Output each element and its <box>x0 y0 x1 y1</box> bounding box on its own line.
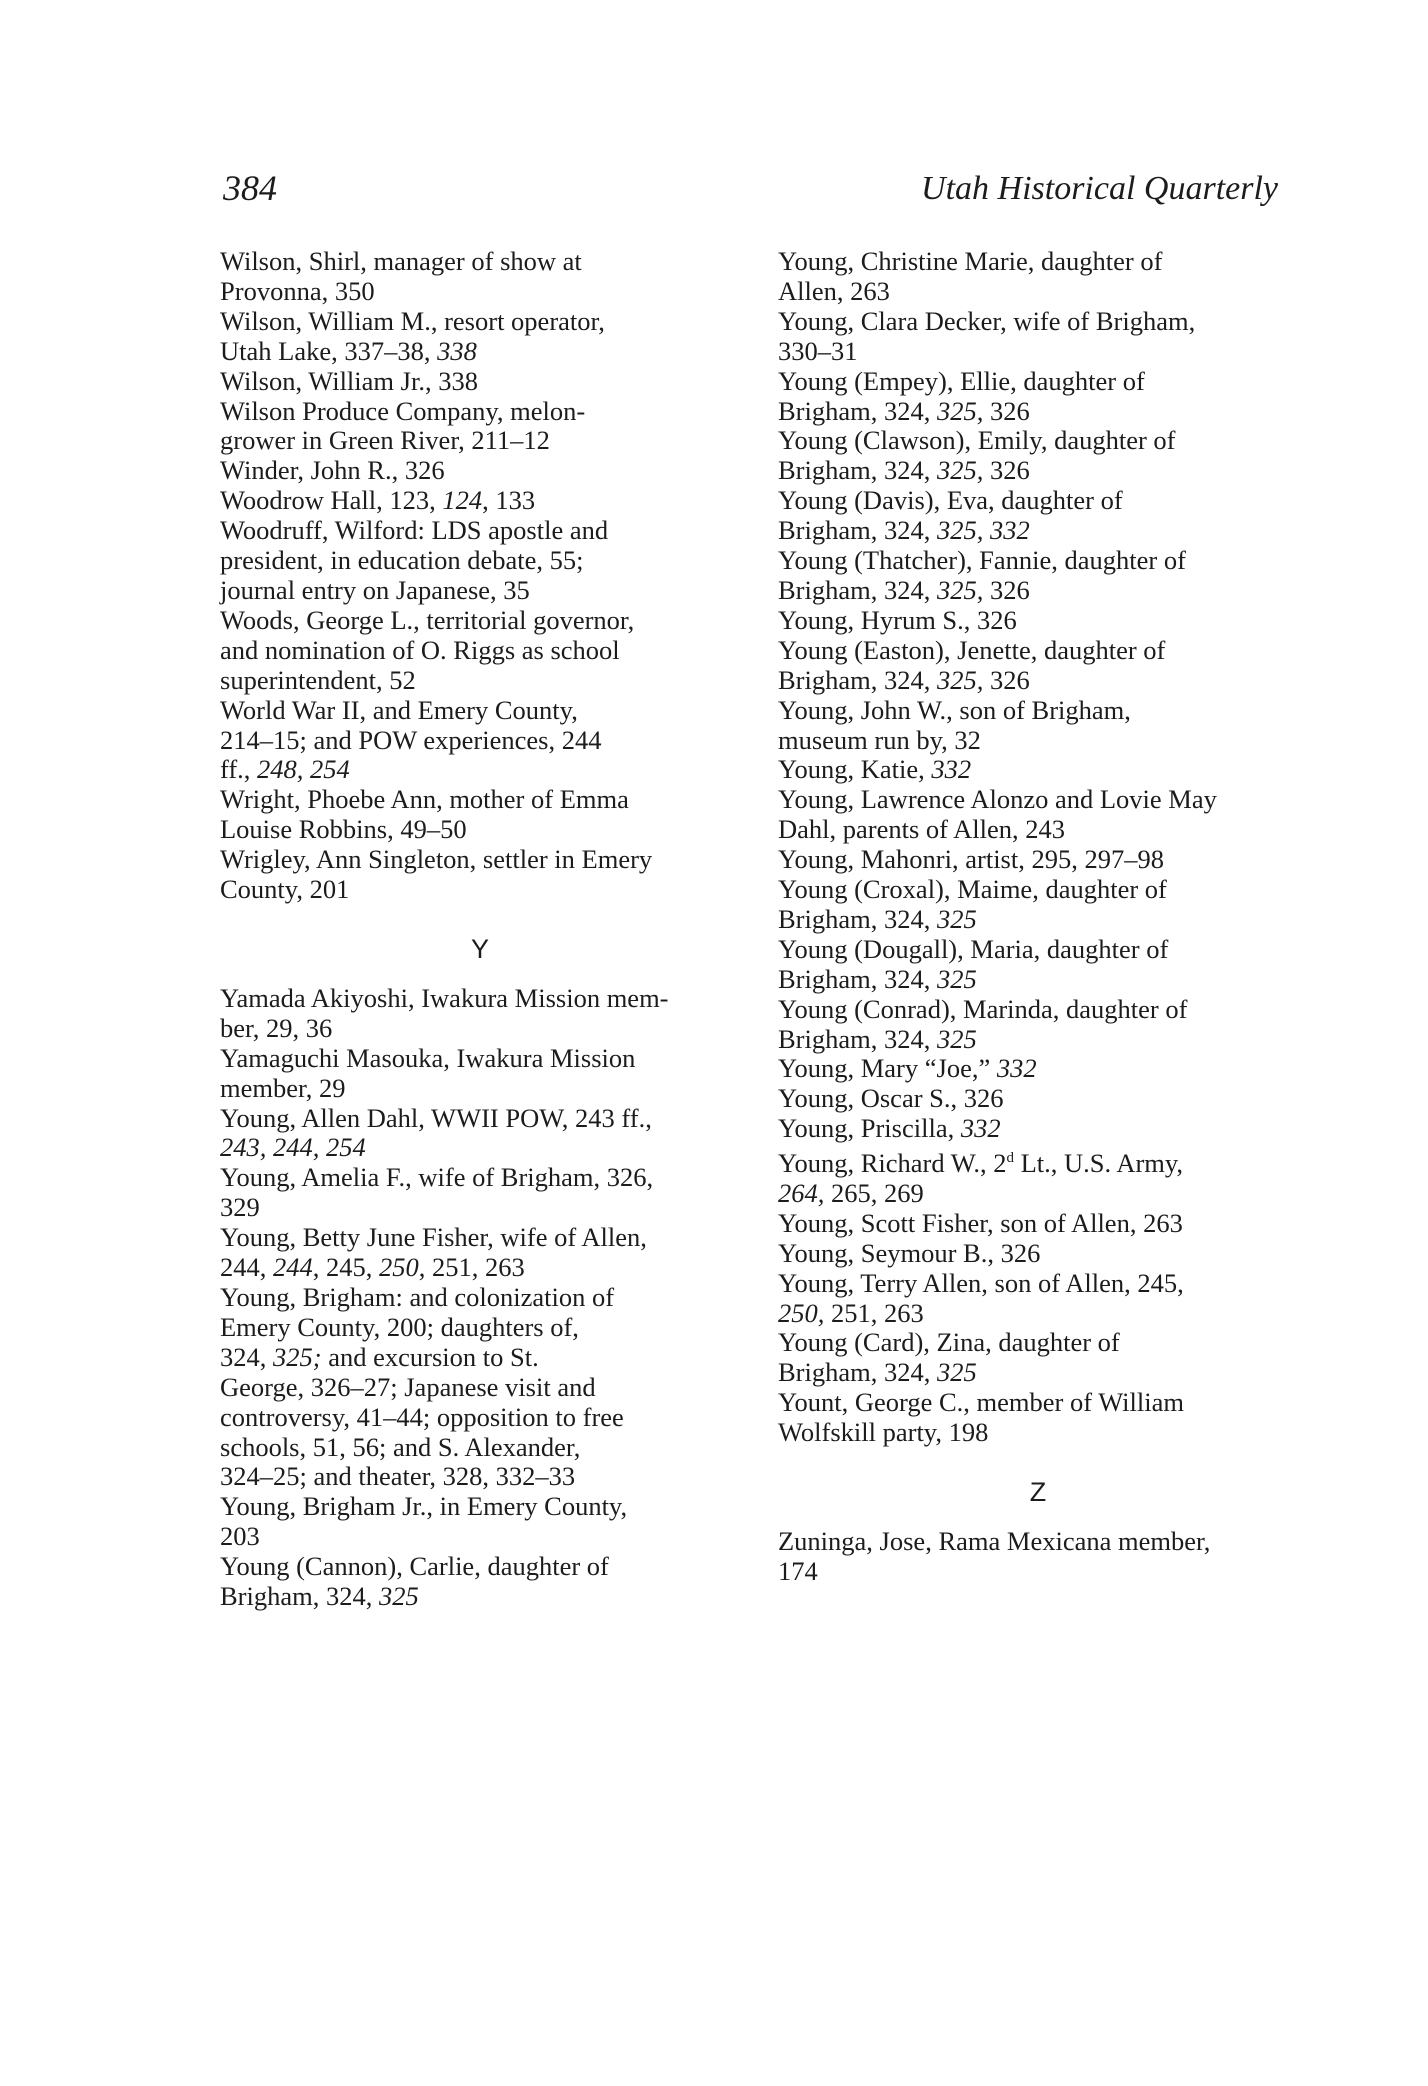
index-entry: Yount, George C., member of William Wolfskill party, 198 <box>778 1387 1184 1448</box>
index-entry: Winder, John R., 326 <box>220 455 445 486</box>
index-entry: Young, Priscilla, 332 <box>778 1113 1001 1144</box>
index-entry: Young, Seymour B., 326 <box>778 1237 1041 1268</box>
index-entry: Young, Brigham Jr., in Emery County, 203 <box>220 1491 628 1552</box>
section-letter-y: Y <box>470 933 489 964</box>
index-entry: Young, Amelia F., wife of Brigham, 326, 329 <box>220 1162 654 1223</box>
index-entry: Young (Croxal), Maime, daughter of Brigham, 324, 325 <box>778 874 1167 934</box>
index-entry: World War II, and Emery County, 214–15; and POW experiences, 244 ff., 248, 254 <box>220 694 602 785</box>
index-entry: Young, Terry Allen, son of Allen, 245, 250, 251, 263 <box>778 1267 1184 1328</box>
index-entry: Young, Mahonri, artist, 295, 297–98 <box>778 844 1164 875</box>
section-letter-z: Z <box>1029 1477 1047 1508</box>
index-entry: Young (Davis), Eva, daughter of Brigham, 324, 325, 332 <box>778 485 1123 546</box>
index-entry: Wright, Phoebe Ann, mother of Emma Louise Robbins, 49–50 <box>220 784 629 845</box>
index-column-left <box>220 247 740 1612</box>
index-entry: Wilson Produce Company, melon- grower in Green River, 211–12 <box>220 395 586 456</box>
index-entry: Woodrow Hall, 123, 124, 133 <box>220 485 536 516</box>
index-entry: Young, Richard W., 2$^d$ Lt., U.S. Army, 264, 265, 269 <box>778 1148 1184 1208</box>
index-entry: Young (Empey), Ellie, daughter of Brigham, 324, 325, 326 <box>778 365 1145 426</box>
index-entry: Yamaguchi Masouka, Iwakura Mission member, 29 <box>220 1042 636 1103</box>
index-entry: Young, Christine Marie, daughter of Allen, 263 <box>778 246 1163 306</box>
index-entry: Wilson, Shirl, manager of show at Provonna, 350 <box>220 246 582 306</box>
index-entry: Wilson, William Jr., 338 <box>220 365 478 396</box>
index-entry: Young, Scott Fisher, son of Allen, 263 <box>778 1207 1183 1238</box>
index-entry: Young (Cannon), Carlie, daughter of Brigham, 324, 325 <box>220 1551 609 1612</box>
index-entry: Woodruff, Wilford: LDS apostle and president, in education debate, 55; journal entry on Japanese, 35 <box>220 515 609 605</box>
index-entry: Zuninga, Jose, Rama Mexicana member, 174 <box>778 1526 1211 1586</box>
index-column-right <box>778 247 1298 1587</box>
index-entry: Young (Clawson), Emily, daughter of Brigham, 324, 325, 326 <box>778 425 1176 486</box>
index-entry: Young (Dougall), Maria, daughter of Brigham, 324, 325 <box>778 933 1169 994</box>
index-entry: Wilson, William M., resort operator, Utah Lake, 337–38, 338 <box>220 305 605 366</box>
index-entry: Young, Clara Decker, wife of Brigham, 330–31 <box>778 305 1196 366</box>
index-entry: Young, Katie, 332 <box>778 754 972 785</box>
index-entry: Young (Card), Zina, daughter of Brigham, 324, 325 <box>778 1327 1120 1388</box>
index-entry: Young, Lawrence Alonzo and Lovie May Dahl, parents of Allen, 243 <box>778 784 1217 845</box>
index-entry: Young, Brigham: and colonization of Emery County, 200; daughters of, 324, 325; and excursion to St. George, 326–27; Japanese visit and controversy, 41–44; opposition to free schools, 51, 56; and S. Alexander, 324–25; and theater, 328, 332–33 <box>220 1282 624 1492</box>
index-entry: Young, Betty June Fisher, wife of Allen, 244, 244, 245, 250, 251, 263 <box>220 1222 647 1283</box>
index-entry: Yamada Akiyoshi, Iwakura Mission mem- ber, 29, 36 <box>220 982 669 1043</box>
index-entry: Wrigley, Ann Singleton, settler in Emery County, 201 <box>220 844 653 905</box>
index-entry: Young, Allen Dahl, WWII POW, 243 ff., 243, 244, 254 <box>220 1102 652 1163</box>
page-number: 384 <box>223 168 277 208</box>
index-entry: Young (Easton), Jenette, daughter of Brigham, 324, 325, 326 <box>778 634 1166 695</box>
journal-running-head: Utah Historical Quarterly <box>921 170 1278 207</box>
index-entry: Woods, George L., territorial governor, and nomination of O. Riggs as school superintendent, 52 <box>220 604 635 695</box>
index-entry: Young (Thatcher), Fannie, daughter of Brigham, 324, 325, 326 <box>778 545 1186 605</box>
index-entry: Young (Conrad), Marinda, daughter of Brigham, 324, 325 <box>778 993 1188 1054</box>
index-entry: Young, Mary “Joe,” 332 <box>778 1053 1037 1084</box>
index-entry: Young, John W., son of Brigham, museum run by, 32 <box>778 694 1131 755</box>
index-entry: Young, Hyrum S., 326 <box>778 604 1017 635</box>
index-entry: Young, Oscar S., 326 <box>778 1083 1004 1114</box>
